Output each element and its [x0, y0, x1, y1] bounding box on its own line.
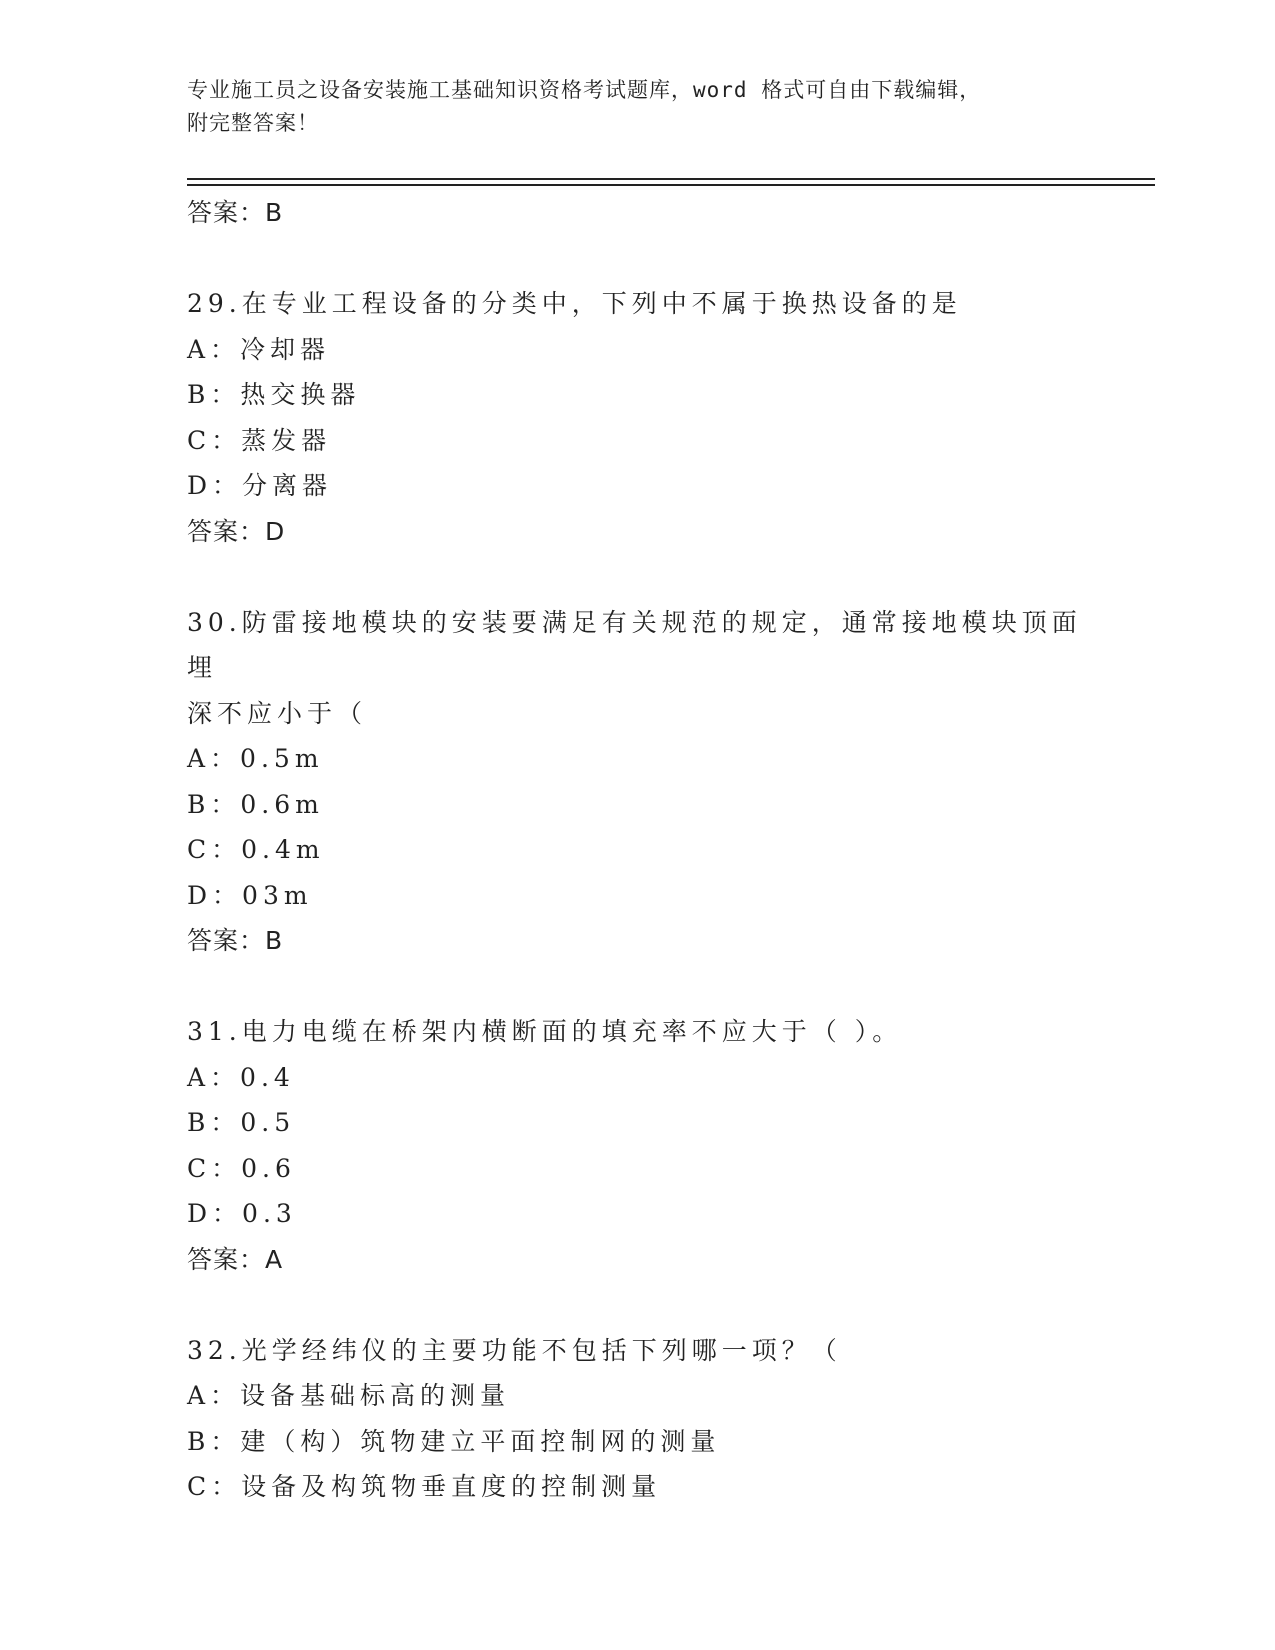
- question-text-continued: 深不应小于（: [187, 698, 368, 728]
- option-c: C：0.6: [187, 1153, 296, 1183]
- answer: 答案：A: [187, 1244, 284, 1274]
- question-31: [187, 1009, 1107, 1282]
- question-text: 31.电力电缆在桥架内横断面的填充率不应大于（ ）。: [187, 1017, 903, 1046]
- option-d: D：分离器: [187, 471, 333, 500]
- option-d: D：03m: [187, 880, 313, 910]
- question-30: [187, 600, 1107, 964]
- question-text: 30.防雷接地模块的安装要满足有关规范的规定，通常接地模块顶面埋: [187, 607, 1082, 682]
- option-c: C：0.4m: [187, 835, 325, 864]
- option-a: A：冷却器: [187, 334, 331, 364]
- question-text: 32.光学经纬仪的主要功能不包括下列哪一项？（: [187, 1335, 842, 1365]
- option-b: B：0.5: [187, 1108, 296, 1137]
- option-b: B：0.6m: [187, 789, 324, 819]
- answer: 答案：D: [187, 516, 286, 546]
- option-b: B：热交换器: [187, 380, 361, 409]
- option-a: A：0.4: [187, 1062, 295, 1092]
- option-c: C：设备及构筑物垂直度的控制测量: [187, 1472, 662, 1501]
- option-a: A：0.5m: [187, 744, 324, 773]
- option-b: B：建（构）筑物建立平面控制网的测量: [187, 1426, 721, 1456]
- option-c: C：蒸发器: [187, 425, 332, 455]
- question-32: [187, 1328, 1107, 1510]
- header-rule-bottom: [187, 184, 1155, 186]
- previous-answer: 答案：B: [187, 198, 284, 227]
- header-line-1: 专业施工员之设备安装施工基础知识资格考试题库，word 格式可自由下载编辑，: [187, 78, 982, 102]
- header-rule-top: [187, 178, 1155, 180]
- answer: 答案：B: [187, 926, 284, 955]
- option-d: D：0.3: [187, 1199, 297, 1228]
- question-29: [187, 281, 1107, 554]
- question-text: 29.在专业工程设备的分类中，下列中不属于换热设备的是: [187, 289, 962, 318]
- question-list: [187, 190, 1107, 1510]
- header-line-2: 附完整答案！: [187, 111, 319, 135]
- document-header: [187, 74, 1087, 140]
- option-a: A：设备基础标高的测量: [187, 1381, 511, 1410]
